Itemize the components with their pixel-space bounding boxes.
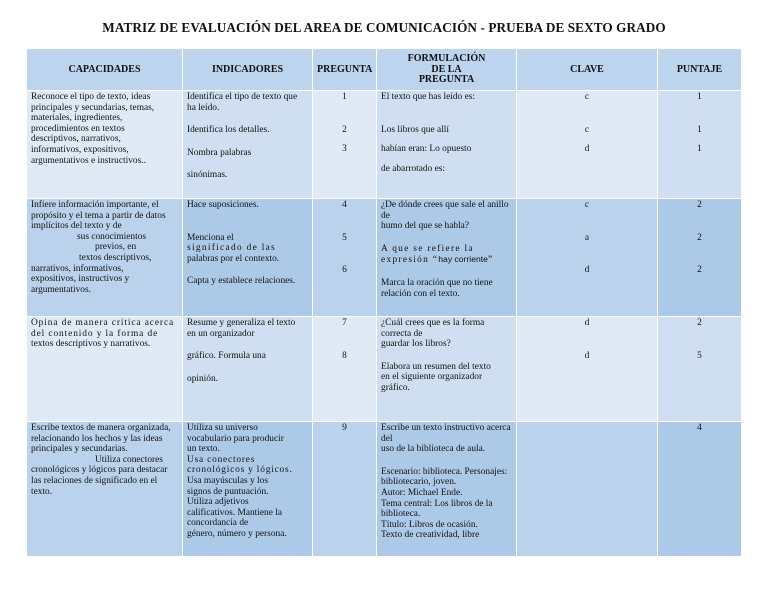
header-formulacion-line: FORMULACIÓN bbox=[407, 53, 486, 65]
cell-text: 1 bbox=[342, 92, 347, 102]
cell-text: palabras por el contexto. bbox=[187, 253, 280, 264]
capacidades-cell bbox=[27, 91, 183, 199]
cell-text: a bbox=[584, 232, 590, 243]
cell-text: informativos, expositivos, bbox=[31, 144, 129, 155]
puntaje-cell bbox=[658, 91, 742, 199]
cell-text: concordancia de bbox=[187, 518, 249, 529]
cell-text: gráfico. bbox=[381, 382, 410, 393]
cell-text: las relaciones de significado en el bbox=[31, 475, 158, 486]
cell-text: materiales, ingredientes, bbox=[31, 113, 123, 124]
clave-cell bbox=[517, 317, 658, 422]
cell-text: sinónimas. bbox=[187, 170, 228, 181]
cell-text: Identifica el tipo de texto que bbox=[187, 92, 298, 102]
puntaje-cell bbox=[658, 317, 742, 422]
page-title: MATRIZ DE EVALUACIÓN DEL AREA DE COMUNICACIÓN - PRUEBA DE SEXTO GRADO bbox=[102, 20, 666, 35]
cell-text: gráfico. Formula una bbox=[187, 351, 266, 362]
evaluation-matrix-table bbox=[26, 48, 742, 557]
formulacion-cell bbox=[377, 317, 517, 422]
cell-text: cronológicos y lógicos. bbox=[187, 465, 293, 476]
cell-text: 5 bbox=[342, 232, 347, 243]
cell-text: principales y secundarias. bbox=[31, 444, 128, 455]
cell-text: Usa mayúsculas y los bbox=[187, 475, 268, 486]
cell-text: Tema central: Los libros de la bbox=[381, 498, 493, 509]
indicadores-cell bbox=[183, 199, 313, 317]
cell-text: 5 bbox=[697, 350, 702, 361]
cell-text: 9 bbox=[342, 423, 347, 433]
cell-text: Utiliza conectores bbox=[95, 454, 163, 465]
cell-text: argumentativos. bbox=[31, 284, 91, 295]
header-pregunta: PREGUNTA bbox=[313, 49, 377, 91]
cell-text: c bbox=[584, 92, 590, 102]
cell-text: Escribe textos de manera organizada, bbox=[31, 423, 171, 433]
header-clave: CLAVE bbox=[517, 49, 658, 91]
cell-text: 2 bbox=[342, 124, 347, 135]
cell-text: 1 bbox=[697, 144, 702, 155]
cell-text: d bbox=[584, 144, 590, 155]
cell-text: Menciona el bbox=[187, 232, 234, 243]
cell-text: descriptivos, narrativos, bbox=[31, 134, 121, 145]
cell-text: habían eran: Lo opuesto bbox=[381, 144, 472, 155]
cell-text: 6 bbox=[342, 265, 347, 276]
cell-text: texto. bbox=[31, 486, 53, 497]
cell-text: d bbox=[584, 318, 590, 328]
cell-text: 1 bbox=[697, 92, 702, 102]
pregunta-cell bbox=[313, 317, 377, 422]
cell-text: género, número y persona. bbox=[187, 528, 287, 539]
header-indicadores: INDICADORES bbox=[183, 49, 313, 91]
cell-text: principales y secundarias, temas, bbox=[31, 102, 155, 113]
cell-text: del contenido y la forma de bbox=[31, 328, 159, 339]
cell-text: en el siguiente organizador bbox=[381, 372, 483, 383]
cell-text: Usa conectores bbox=[187, 454, 256, 465]
cell-text: Elabora un resumen del texto bbox=[381, 361, 491, 372]
table-row bbox=[27, 199, 742, 317]
formulacion-cell bbox=[377, 422, 517, 557]
cell-text: c bbox=[584, 200, 590, 210]
cell-text: argumentativos e instructivos.. bbox=[31, 155, 146, 166]
clave-cell bbox=[517, 91, 658, 199]
cell-text: 2 bbox=[697, 232, 702, 243]
header-capacidades: CAPACIDADES bbox=[27, 49, 183, 91]
cell-text: 4 bbox=[342, 200, 347, 210]
cell-text: Nombra palabras bbox=[187, 147, 252, 158]
cell-text: expositivos, instructivos y bbox=[31, 274, 130, 285]
cell-text: bibliotecario, joven. bbox=[381, 477, 457, 488]
cell-text: opinión. bbox=[187, 373, 218, 384]
cell-text: un texto. bbox=[187, 444, 220, 455]
capacidades-cell bbox=[27, 422, 183, 557]
cell-text: ¿De dónde crees que sale el anillo de bbox=[381, 200, 509, 221]
puntaje-cell bbox=[658, 422, 742, 557]
cell-text: relacionando los hechos y las ideas bbox=[31, 433, 163, 444]
cell-text: Opina de manera crítica acerca bbox=[31, 318, 175, 328]
table-row bbox=[27, 91, 742, 199]
cell-text: previos, en bbox=[95, 242, 137, 253]
cell-text: Hace suposiciones. bbox=[187, 200, 259, 210]
cell-text: 1 bbox=[697, 124, 702, 135]
table-row bbox=[27, 422, 742, 557]
cell-text: 3 bbox=[342, 144, 347, 155]
cell-text: ” bbox=[487, 255, 493, 266]
cell-text: cronológicos y lógicos para destacar bbox=[31, 465, 168, 476]
cell-text: calificativos. Mantiene la bbox=[187, 507, 283, 518]
cell-text: ¿Cuál crees que es la forma correcta de bbox=[381, 318, 485, 339]
cell-text: significado de las bbox=[187, 243, 277, 254]
cell-text: de abarrotado es: bbox=[381, 163, 446, 174]
cell-text: Autor: Michael Ende. bbox=[381, 487, 463, 498]
cell-text: signos de puntuación. bbox=[187, 486, 269, 497]
cell-text: 2 bbox=[697, 318, 702, 328]
header-formulacion bbox=[377, 49, 517, 91]
cell-text: guardar los libros? bbox=[381, 339, 451, 350]
cell-text: implícitos del texto y de bbox=[31, 221, 122, 232]
cell-text: vocabulario para producir bbox=[187, 433, 284, 444]
indicadores-cell bbox=[183, 422, 313, 557]
cell-text: hay corriente bbox=[438, 254, 488, 265]
capacidades-cell bbox=[27, 317, 183, 422]
cell-text: relación con el texto. bbox=[381, 288, 460, 299]
table-row bbox=[27, 317, 742, 422]
cell-text: Capta y establece relaciones. bbox=[187, 276, 296, 287]
cell-text: Texto de creatividad, libre bbox=[381, 530, 480, 541]
cell-text: expresión “ bbox=[381, 255, 439, 266]
cell-text: Título: Libros de ocasión. bbox=[381, 519, 478, 530]
cell-text: 2 bbox=[697, 265, 702, 276]
cell-text: 8 bbox=[342, 350, 347, 361]
cell-text: Utiliza adjetivos bbox=[187, 497, 249, 508]
cell-text: en un organizador bbox=[187, 328, 255, 339]
cell-text: 4 bbox=[697, 423, 702, 433]
cell-text: Reconoce el tipo de texto, ideas bbox=[31, 92, 151, 102]
indicadores-cell bbox=[183, 91, 313, 199]
cell-text: textos descriptivos, bbox=[79, 252, 152, 263]
header-puntaje: PUNTAJE bbox=[658, 49, 742, 91]
cell-text: narrativos, informativos, bbox=[31, 263, 124, 274]
cell-text: humo del que se habla? bbox=[381, 221, 469, 232]
cell-text: El texto que has leído es: bbox=[381, 92, 475, 102]
clave-cell bbox=[517, 199, 658, 317]
pregunta-cell bbox=[313, 422, 377, 557]
cell-text: textos descriptivos y narrativos. bbox=[31, 339, 151, 350]
cell-text: Escenario: biblioteca. Personajes: bbox=[381, 466, 508, 477]
cell-text: biblioteca. bbox=[381, 509, 421, 520]
cell-text: Escribe un texto instructivo acerca del bbox=[381, 423, 511, 444]
cell-text: procedimientos en textos bbox=[31, 123, 125, 134]
pregunta-cell bbox=[313, 199, 377, 317]
cell-text: 2 bbox=[697, 200, 702, 210]
cell-text: d bbox=[584, 350, 590, 361]
formulacion-cell bbox=[377, 91, 517, 199]
cell-text: Los libros que allí bbox=[381, 124, 449, 135]
pregunta-cell bbox=[313, 91, 377, 199]
clave-cell bbox=[517, 422, 658, 557]
header-formulacion-line: PREGUNTA bbox=[418, 74, 475, 86]
cell-text: 7 bbox=[342, 318, 347, 328]
indicadores-cell bbox=[183, 317, 313, 422]
cell-text: Resume y generaliza el texto bbox=[187, 318, 296, 328]
cell-text: propósito y el tema a partir de datos bbox=[31, 210, 166, 221]
cell-text: sus conocimientos bbox=[77, 231, 147, 242]
capacidades-cell bbox=[27, 199, 183, 317]
cell-text: Marca la oración que no tiene bbox=[381, 277, 493, 288]
header-formulacion-line: DE LA bbox=[431, 63, 462, 75]
header-row bbox=[27, 49, 742, 91]
cell-text: Identifica los detalles. bbox=[187, 125, 270, 136]
cell-text: d bbox=[584, 265, 590, 276]
cell-text: Utiliza su universo bbox=[187, 423, 258, 433]
formulacion-cell bbox=[377, 199, 517, 317]
puntaje-cell bbox=[658, 199, 742, 317]
cell-text: uso de la biblioteca de aula. bbox=[381, 444, 486, 455]
cell-text: A que se refiere la bbox=[381, 243, 474, 254]
cell-text: ha leído. bbox=[187, 102, 220, 113]
cell-text: Infiere información importante, el bbox=[31, 200, 159, 210]
cell-text: c bbox=[584, 124, 590, 135]
